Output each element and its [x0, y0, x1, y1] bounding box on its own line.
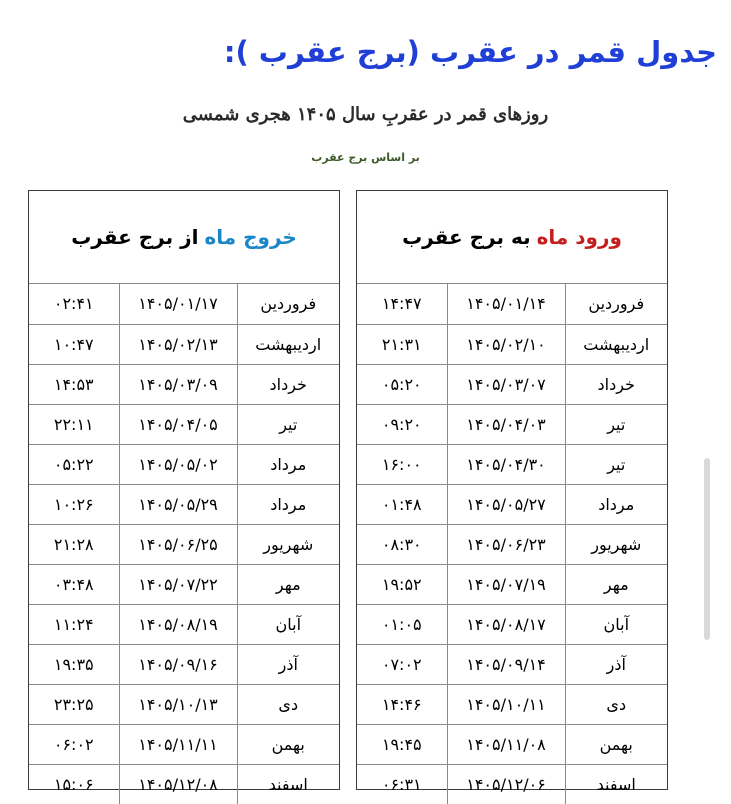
date-cell: ۱۴۰۵/۰۱/۱۴ — [447, 284, 565, 324]
date-cell: ۱۴۰۵/۰۸/۱۹ — [119, 604, 237, 644]
table-row — [357, 364, 667, 404]
date-cell: ۱۴۰۵/۰۷/۲۲ — [119, 564, 237, 604]
table-row — [357, 404, 667, 444]
month-cell: تیر — [565, 444, 667, 484]
moon-entry-title-rest: به برج عقرب — [402, 225, 531, 249]
month-cell: مهر — [565, 564, 667, 604]
date-cell: ۱۴۰۵/۰۴/۰۵ — [119, 404, 237, 444]
month-cell: مهر — [237, 564, 339, 604]
month-cell: اردیبهشت — [237, 324, 339, 364]
date-cell: ۱۴۰۵/۰۴/۳۰ — [447, 444, 565, 484]
date-cell: ۱۴۰۵/۱۲/۰۸ — [119, 764, 237, 804]
month-cell: دی — [565, 684, 667, 724]
table-row — [357, 684, 667, 724]
date-cell: ۱۴۰۵/۰۶/۲۵ — [119, 524, 237, 564]
table-caption: بر اساس برج عقرب — [311, 151, 420, 164]
table-row — [29, 644, 339, 684]
time-cell: ۰۶:۳۱ — [381, 774, 422, 794]
date-cell: ۱۴۰۵/۰۷/۱۹ — [447, 564, 565, 604]
time-cell: ۰۳:۴۸ — [29, 564, 119, 604]
time-cell: ۱۹:۴۵ — [357, 724, 447, 764]
table-row — [29, 764, 339, 804]
page-heading: جدول قمر در عقرب (برج عقرب ): — [223, 35, 717, 69]
time-cell: ۰۸:۳۰ — [357, 524, 447, 564]
time-cell: ۰۲:۴۱ — [29, 284, 119, 324]
date-cell: ۱۴۰۵/۰۴/۰۳ — [447, 404, 565, 444]
time-cell: ۲۱:۲۸ — [29, 524, 119, 564]
time-cell: ۱۰:۲۶ — [29, 484, 119, 524]
time-cell: ۰۵:۲۲ — [29, 444, 119, 484]
date-cell: ۱۴۰۵/۰۵/۰۲ — [119, 444, 237, 484]
table-row — [29, 484, 339, 524]
month-cell: شهریور — [565, 524, 667, 564]
month-cell: تیر — [565, 404, 667, 444]
date-cell: ۱۴۰۵/۰۱/۱۷ — [119, 284, 237, 324]
date-cell: ۱۴۰۵/۰۳/۰۹ — [119, 364, 237, 404]
month-cell: دی — [237, 684, 339, 724]
date-cell: ۱۴۰۵/۰۵/۲۹ — [119, 484, 237, 524]
table-row — [29, 684, 339, 724]
month-cell: فروردین — [565, 284, 667, 324]
moon-entry-title — [357, 191, 667, 284]
date-cell: ۱۴۰۵/۰۲/۱۰ — [447, 324, 565, 364]
month-cell: خرداد — [237, 364, 339, 404]
table-row — [357, 644, 667, 684]
month-cell: آبان — [237, 604, 339, 644]
table-row — [29, 444, 339, 484]
month-cell: اسفند — [237, 764, 339, 804]
time-cell: ۰۷:۰۲ — [357, 644, 447, 684]
date-cell: ۱۴۰۵/۱۰/۱۱ — [447, 684, 565, 724]
table-row — [357, 724, 667, 764]
vertical-scrollbar[interactable] — [704, 458, 710, 640]
month-cell: اردیبهشت — [565, 324, 667, 364]
time-cell: ۱۴:۵۳ — [29, 364, 119, 404]
moon-exit-title-highlight: خروج ماه — [204, 225, 297, 249]
date-cell: ۱۴۰۵/۰۸/۱۷ — [447, 604, 565, 644]
month-cell: مرداد — [237, 444, 339, 484]
time-cell: ۱۹:۳۵ — [29, 644, 119, 684]
moon-exit-panel — [28, 190, 340, 794]
month-cell: آذر — [237, 644, 339, 684]
moon-entry-table — [357, 284, 667, 804]
time-cell: ۰۶:۰۲ — [29, 724, 119, 764]
time-cell: ۱۵:۰۶ — [53, 774, 94, 794]
table-row — [357, 484, 667, 524]
moon-entry-title-highlight: ورود ماه — [536, 225, 622, 249]
moon-exit-title-rest: از برج عقرب — [71, 225, 199, 249]
moon-exit-title — [29, 191, 339, 284]
time-cell: ۲۳:۲۵ — [29, 684, 119, 724]
month-cell: بهمن — [565, 724, 667, 764]
date-cell: ۱۴۰۵/۰۹/۱۴ — [447, 644, 565, 684]
month-cell: شهریور — [237, 524, 339, 564]
time-cell: ۰۵:۲۰ — [357, 364, 447, 404]
table-row — [29, 404, 339, 444]
table-row — [29, 724, 339, 764]
table-row — [29, 324, 339, 364]
time-cell: ۱۶:۰۰ — [357, 444, 447, 484]
moon-exit-table — [29, 284, 339, 804]
table-row — [357, 604, 667, 644]
table-row — [29, 524, 339, 564]
table-row — [357, 524, 667, 564]
date-cell: ۱۴۰۵/۱۲/۰۶ — [447, 764, 565, 804]
month-cell: آبان — [565, 604, 667, 644]
table-row — [357, 764, 667, 804]
month-cell: آذر — [565, 644, 667, 684]
month-cell: فروردین — [237, 284, 339, 324]
time-cell: ۱۴:۴۷ — [357, 284, 447, 324]
month-cell: مرداد — [237, 484, 339, 524]
month-cell: بهمن — [237, 724, 339, 764]
month-cell: خرداد — [565, 364, 667, 404]
time-cell: ۱۰:۴۷ — [29, 324, 119, 364]
time-cell: ۲۲:۱۱ — [29, 404, 119, 444]
month-cell: اسفند — [565, 764, 667, 804]
table-row — [357, 284, 667, 324]
table-subtitle: روزهای قمر در عقربِ سال ۱۴۰۵ هجری شمسی — [182, 104, 549, 125]
time-cell: ۰۹:۲۰ — [357, 404, 447, 444]
time-cell: ۱۴:۴۶ — [357, 684, 447, 724]
date-cell: ۱۴۰۵/۱۱/۰۸ — [447, 724, 565, 764]
month-cell: تیر — [237, 404, 339, 444]
table-row — [357, 564, 667, 604]
table-row — [357, 324, 667, 364]
month-cell: مرداد — [565, 484, 667, 524]
table-row — [29, 604, 339, 644]
date-cell: ۱۴۰۵/۰۹/۱۶ — [119, 644, 237, 684]
table-row — [357, 444, 667, 484]
date-cell: ۱۴۰۵/۰۵/۲۷ — [447, 484, 565, 524]
table-row — [29, 564, 339, 604]
time-cell: ۰۱:۴۸ — [357, 484, 447, 524]
date-cell: ۱۴۰۵/۰۶/۲۳ — [447, 524, 565, 564]
table-row — [29, 364, 339, 404]
moon-entry-panel — [356, 190, 668, 794]
date-cell: ۱۴۰۵/۱۱/۱۱ — [119, 724, 237, 764]
date-cell: ۱۴۰۵/۰۲/۱۳ — [119, 324, 237, 364]
time-cell: ۰۱:۰۵ — [357, 604, 447, 644]
time-cell: ۱۹:۵۲ — [357, 564, 447, 604]
time-cell: ۱۱:۲۴ — [29, 604, 119, 644]
time-cell: ۲۱:۳۱ — [357, 324, 447, 364]
date-cell: ۱۴۰۵/۱۰/۱۳ — [119, 684, 237, 724]
date-cell: ۱۴۰۵/۰۳/۰۷ — [447, 364, 565, 404]
table-row — [29, 284, 339, 324]
